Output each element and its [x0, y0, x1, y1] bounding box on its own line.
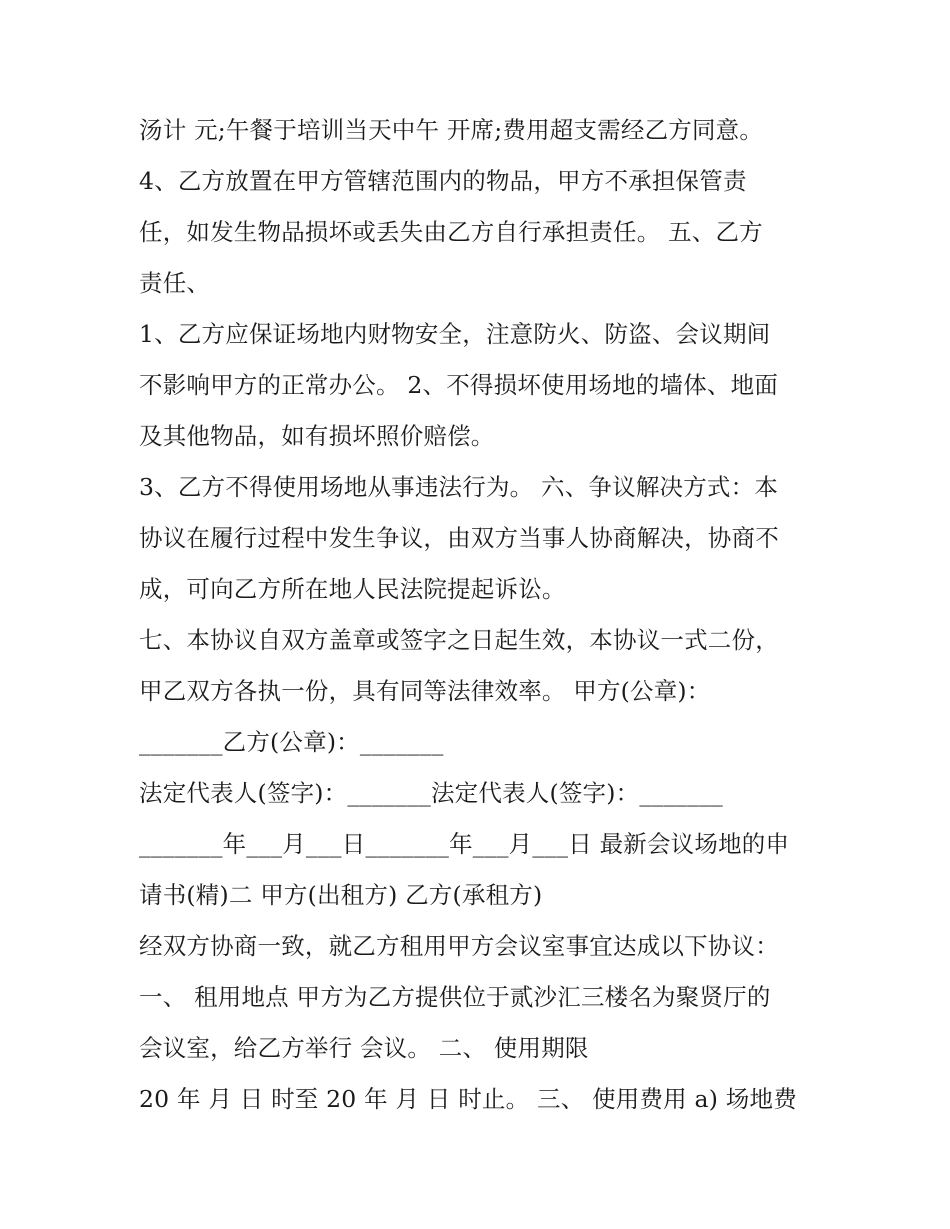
- text-line: 汤计 元;午餐于培训当天中午 开席;费用超支需经乙方同意。: [139, 116, 764, 144]
- text-line: 会议室，给乙方举行 会议。 二、 使用期限: [139, 1034, 589, 1062]
- text-line: 一、 租用地点 甲方为乙方提供位于贰沙汇三楼名为聚贤厅的: [139, 983, 771, 1011]
- document-body: [139, 106, 829, 1126]
- text-line: 协议在履行过程中发生争议，由双方当事人协商解决，协商不: [139, 524, 779, 552]
- text-line: 4、乙方放置在甲方管辖范围内的物品，甲方不承担保管责: [139, 167, 747, 195]
- text-line: 甲乙双方各执一份，具有同等法律效率。 甲方(公章)：: [139, 677, 711, 705]
- text-line: 3、乙方不得使用场地从事违法行为。 六、争议解决方式：本: [139, 473, 779, 501]
- text-line: 经双方协商一致，就乙方租用甲方会议室事宜达成以下协议：: [139, 932, 779, 960]
- text-line: 责任、: [139, 269, 211, 297]
- text-line: 任，如发生物品损坏或丢失由乙方自行承担责任。 五、乙方: [139, 218, 763, 246]
- signature-line: _______乙方(公章)：_______: [139, 728, 444, 756]
- text-line: 及其他物品，如有损坏照价赔偿。: [139, 422, 495, 450]
- date-line: _______年___月___日_______年___月___日 最新会议场地的申: [139, 830, 790, 858]
- text-line: 20 年 月 日 时至 20 年 月 日 时止。 三、 使用费用 a) 场地费: [139, 1085, 797, 1113]
- text-line: 七、本协议自双方盖章或签字之日起生效，本协议一式二份，: [139, 626, 779, 654]
- signature-line: 法定代表人(签字)：_______法定代表人(签字)：_______: [139, 779, 723, 807]
- text-line: 成，可向乙方所在地人民法院提起诉讼。: [139, 575, 566, 603]
- text-line: 1、乙方应保证场地内财物安全，注意防火、防盗、会议期间: [139, 320, 771, 348]
- text-line: 请书(精)二 甲方(出租方) 乙方(承租方): [139, 881, 543, 909]
- text-line: 不影响甲方的正常办公。 2、不得损坏使用场地的墙体、地面: [139, 371, 779, 399]
